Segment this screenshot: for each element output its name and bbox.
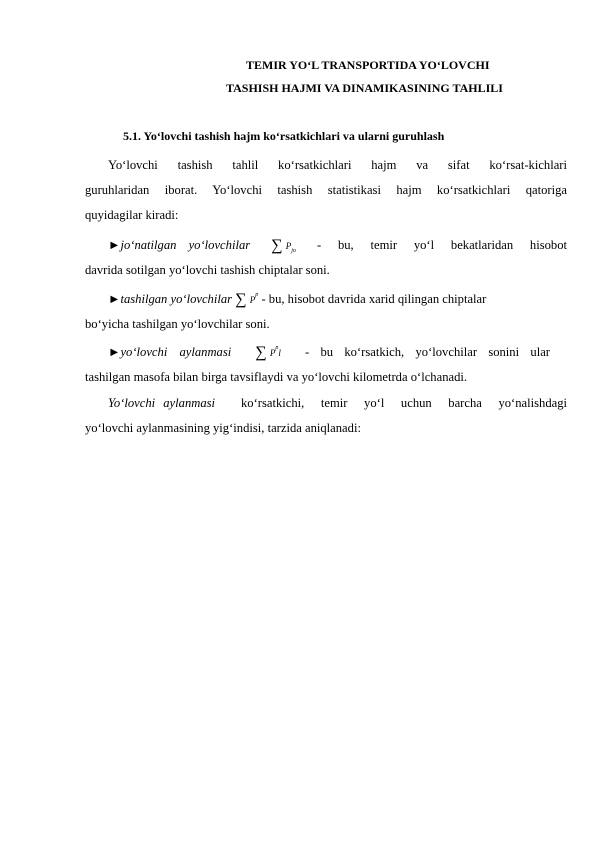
bullet-tashilgan	[108, 290, 486, 308]
bullet-tashilgan-cont: bo‘yicha tashilgan yo‘lovchilar soni.	[85, 317, 270, 331]
bullet-rest: - bu ko‘rsatkich, yo‘lovchilar sonini ular	[304, 345, 550, 359]
bullet-arrow: ►	[108, 292, 121, 306]
intro-line-1: Yo‘lovchi tashish tahlil ko‘rsatkichlari hajm va sifat ko‘rsat-kichlari	[108, 158, 567, 172]
bullet-arrow: ►	[108, 238, 121, 252]
bullet-aylanma-cont: tashilgan masofa bilan birga tavsiflaydi va yo‘lovchi kilometrda o‘lchanadi.	[85, 370, 468, 384]
closing-rest: ko‘rsatkichi, temir yo‘l uchun barcha yo‘nalishdagi	[241, 396, 567, 410]
intro-line-3: quyidagilar kiradi:	[85, 208, 179, 222]
bullet-jonatilgan	[108, 236, 567, 254]
document-title-line-1: TEMIR YO‘L TRANSPORTIDA YO‘LOVCHI	[246, 58, 490, 72]
closing-line-2: yo‘lovchi aylanmasining yig‘indisi, tarzida aniqlanadi:	[85, 421, 361, 435]
bullet-jonatilgan-cont: davrida sotilgan yo‘lovchi tashish chiptalar soni.	[85, 263, 330, 277]
bullet-rest: - bu, hisobot davrida xarid qilingan chiptalar	[261, 292, 487, 306]
sum-symbol: ∑	[255, 344, 267, 361]
bullet-term: jo‘natilgan yo‘lovchilar	[120, 238, 251, 252]
sum-symbol: ∑	[271, 237, 283, 254]
closing-term: Yo‘lovchi aylanmasi	[108, 396, 216, 410]
bullet-rest: - bu, temir yo‘l bekatlaridan hisobot	[317, 238, 567, 252]
section-heading: 5.1. Yo‘lovchi tashish hajm ko‘rsatkichlari va ularni guruhlash	[123, 129, 445, 143]
sum-symbol: ∑	[235, 291, 247, 308]
document-title-line-2: TASHISH HAJMI VA DINAMIKASINING TAHLILI	[226, 81, 503, 95]
bullet-term: yo‘lovchi aylanmasi	[120, 345, 232, 359]
formula-symbol: $P^p$	[249, 292, 259, 305]
bullet-aylanma	[108, 343, 550, 361]
formula-symbol: $P^pl$	[269, 345, 281, 358]
bullet-term: tashilgan yo‘lovchilar	[120, 292, 233, 306]
intro-line-2: guruhlaridan iborat. Yo‘lovchi tashish statistikasi hajm ko‘rsatkichlari qatoriga	[85, 183, 567, 197]
closing-line-1	[108, 396, 567, 411]
bullet-arrow: ►	[108, 345, 121, 359]
formula-symbol: $P_{jo}$	[285, 241, 296, 254]
